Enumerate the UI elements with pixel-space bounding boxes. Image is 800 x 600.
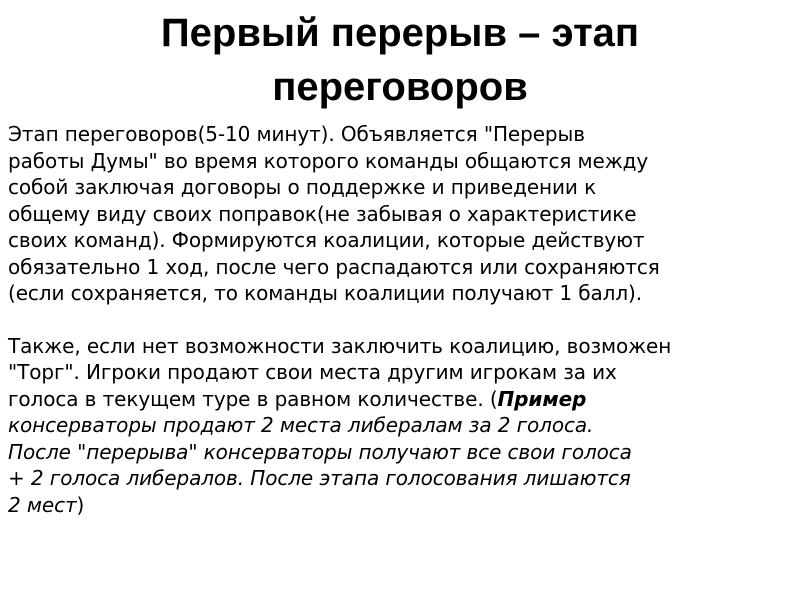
paragraph-line: Также, если нет возможности заключить коалицию, возможен [8, 333, 672, 358]
paragraph-trade [8, 333, 793, 519]
example-line: После "перерыва" консерваторы получают все свои голоса [8, 439, 632, 464]
paragraph-line: (если сохраняется, то команды коалиции получают 1 балл). [8, 281, 642, 305]
slide-title-line-2: переговоров [272, 65, 528, 109]
paragraph-line: работы Думы" во время которого команды общаются между [8, 148, 649, 173]
example-line: консерваторы продают 2 места либералам за 2 голоса. [8, 413, 594, 437]
slide-body [8, 121, 793, 518]
closing-parenthesis: ) [76, 492, 85, 517]
paragraph-line: Этап переговоров(5-10 минут). Объявляется "Перерыв [8, 122, 585, 146]
slide-title-line-1: Первый перерыв – этап [160, 11, 640, 55]
paragraph-negotiation-stage [8, 121, 793, 307]
paragraph-line: своих команд). Формируются коалиции, которые действуют [8, 228, 645, 252]
paragraph-line: собой заключая договоры о поддержке и приведении к [8, 175, 597, 199]
slide-title [40, 6, 760, 114]
paragraph-line: голоса в текущем туре в равном количестве. ( [8, 386, 498, 411]
example-line: + 2 голоса либералов. После этапа голосования лишаются [8, 466, 631, 490]
example-label: Пример [497, 386, 587, 411]
paragraph-line: обязательно 1 ход, после чего распадаются или сохраняются [8, 254, 660, 279]
example-line: 2 мест [8, 492, 77, 517]
paragraph-line: "Торг". Игроки продают свои места другим игрокам за их [8, 360, 617, 384]
paragraph-line: общему виду своих поправок(не забывая о характеристике [8, 201, 637, 226]
